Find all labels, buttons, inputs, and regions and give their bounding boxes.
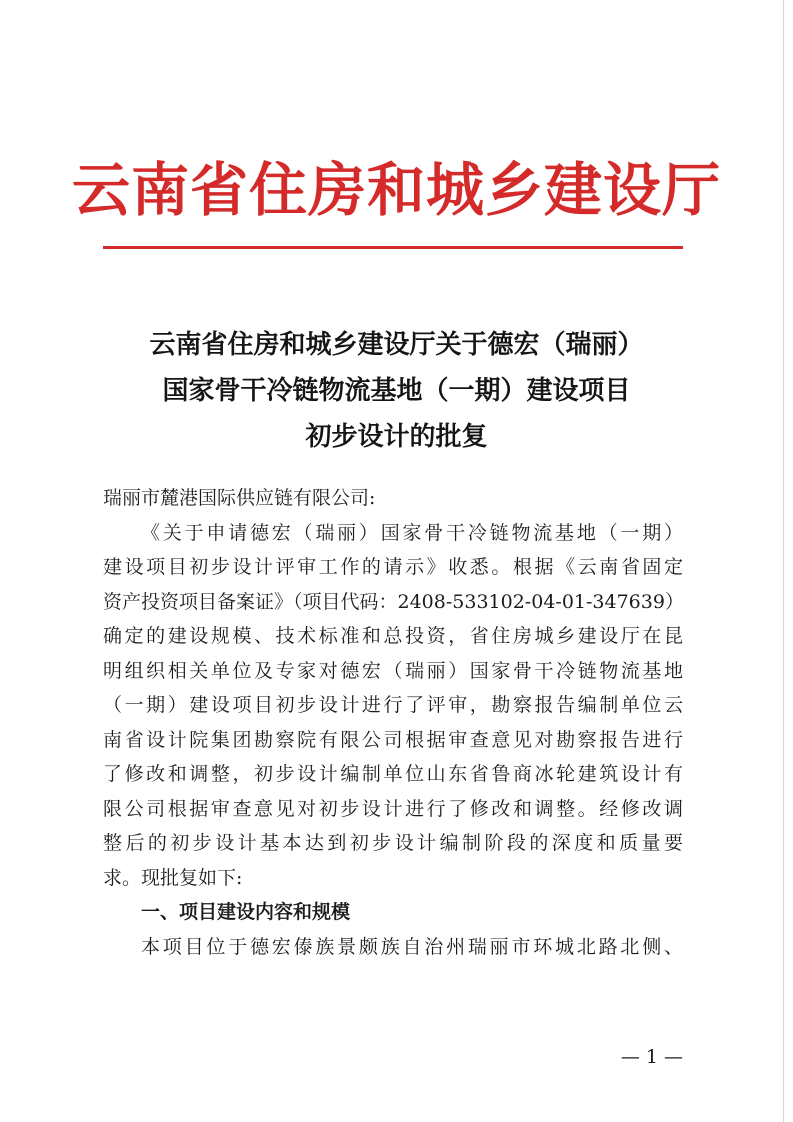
paragraph-line: （一期）建设项目初步设计进行了评审，勘察报告编制单位云 bbox=[103, 694, 683, 716]
page-number: — 1 — bbox=[620, 1046, 683, 1068]
document-body bbox=[103, 481, 683, 964]
paragraph-line: 建设项目初步设计评审工作的请示》收悉。根据《云南省固定 bbox=[103, 556, 683, 578]
addressee: 瑞丽市麓港国际供应链有限公司: bbox=[103, 487, 376, 509]
letterhead-agency-name: 云南省住房和城乡建设厅 bbox=[71, 156, 721, 224]
letterhead-red-rule bbox=[103, 246, 683, 249]
title-line-1: 云南省住房和城乡建设厅关于德宏（瑞丽） bbox=[149, 330, 644, 360]
paragraph-line: 《关于申请德宏（瑞丽）国家骨干冷链物流基地（一期） bbox=[141, 521, 683, 544]
title-line-2: 国家骨干冷链物流基地（一期）建设项目 bbox=[162, 376, 631, 406]
paragraph-line: 求。现批复如下: bbox=[103, 866, 243, 889]
paragraph-line: 资产投资项目备案证》（项目代码：2408-533102-04-01-347639） bbox=[103, 590, 684, 613]
document-title bbox=[0, 322, 793, 460]
paragraph-line: 明组织相关单位及专家对德宏（瑞丽）国家骨干冷链物流基地 bbox=[103, 659, 683, 682]
section-heading: 一、项目建设内容和规模 bbox=[141, 901, 351, 923]
paragraph-line: 限公司根据审查意见对初步设计进行了修改和调整。经修改调 bbox=[103, 797, 683, 820]
title-line-3: 初步设计的批复 bbox=[305, 422, 488, 452]
paragraph-line: 了修改和调整，初步设计编制单位山东省鲁商冰轮建筑设计有 bbox=[103, 763, 683, 785]
paragraph-line: 南省设计院集团勘察院有限公司根据审查意见对勘察报告进行 bbox=[103, 728, 683, 751]
paragraph-line: 确定的建设规模、技术标准和总投资，省住房城乡建设厅在昆 bbox=[103, 625, 683, 647]
paragraph-line: 整后的初步设计基本达到初步设计编制阶段的深度和质量要 bbox=[103, 832, 683, 854]
paragraph-line: 本项目位于德宏傣族景颇族自治州瑞丽市环城北路北侧、 bbox=[141, 935, 683, 958]
